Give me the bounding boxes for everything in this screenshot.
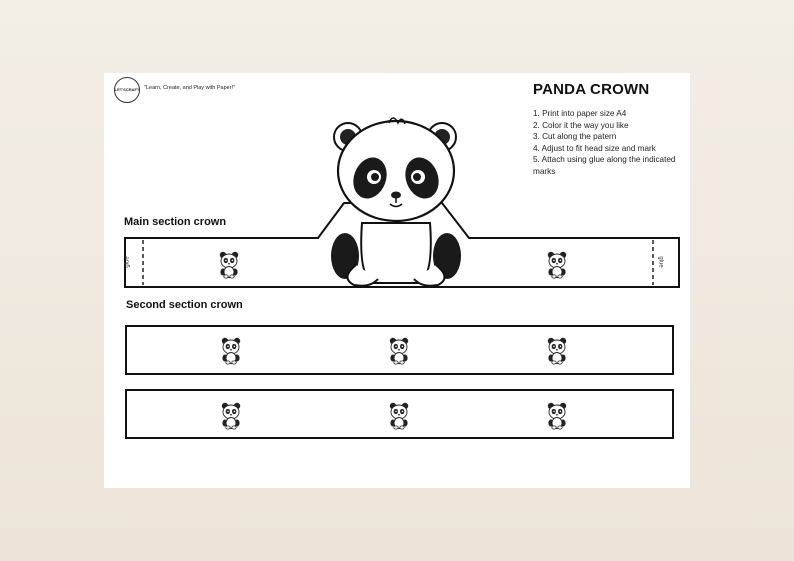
second-section-label: Second section crown xyxy=(126,299,243,311)
mini-panda-icon xyxy=(222,338,240,364)
mini-panda-icon xyxy=(390,338,408,364)
mini-panda-icon xyxy=(390,403,408,429)
crown-template-art xyxy=(104,73,690,488)
mini-panda-icon xyxy=(548,338,566,364)
mini-panda-icon xyxy=(548,403,566,429)
instruction-step: 2. Color it the way you like xyxy=(533,120,629,130)
printable-sheet xyxy=(104,73,690,488)
main-section-label: Main section crown xyxy=(124,216,227,228)
brand-logo-text: LET'SCRAFT xyxy=(114,87,140,92)
instruction-step: 5. Attach using glue along the indicated marks xyxy=(533,155,676,176)
instruction-step: 1. Print into paper size A4 xyxy=(533,109,627,118)
brand-tagline: "Learn, Create, and Play with Paper!" xyxy=(144,85,236,91)
mini-panda-icon xyxy=(222,403,240,429)
instruction-step: 4. Adjust to fit head size and mark xyxy=(533,143,656,153)
page-title: PANDA CROWN xyxy=(533,81,650,98)
glue-label-left: glue xyxy=(124,256,131,268)
mini-panda-icon xyxy=(548,252,566,278)
glue-label-right: glue xyxy=(657,256,664,268)
big-panda-illustration xyxy=(331,118,461,286)
mini-panda-icon xyxy=(220,252,238,278)
instruction-step: 3. Cut along the patern xyxy=(533,132,617,141)
